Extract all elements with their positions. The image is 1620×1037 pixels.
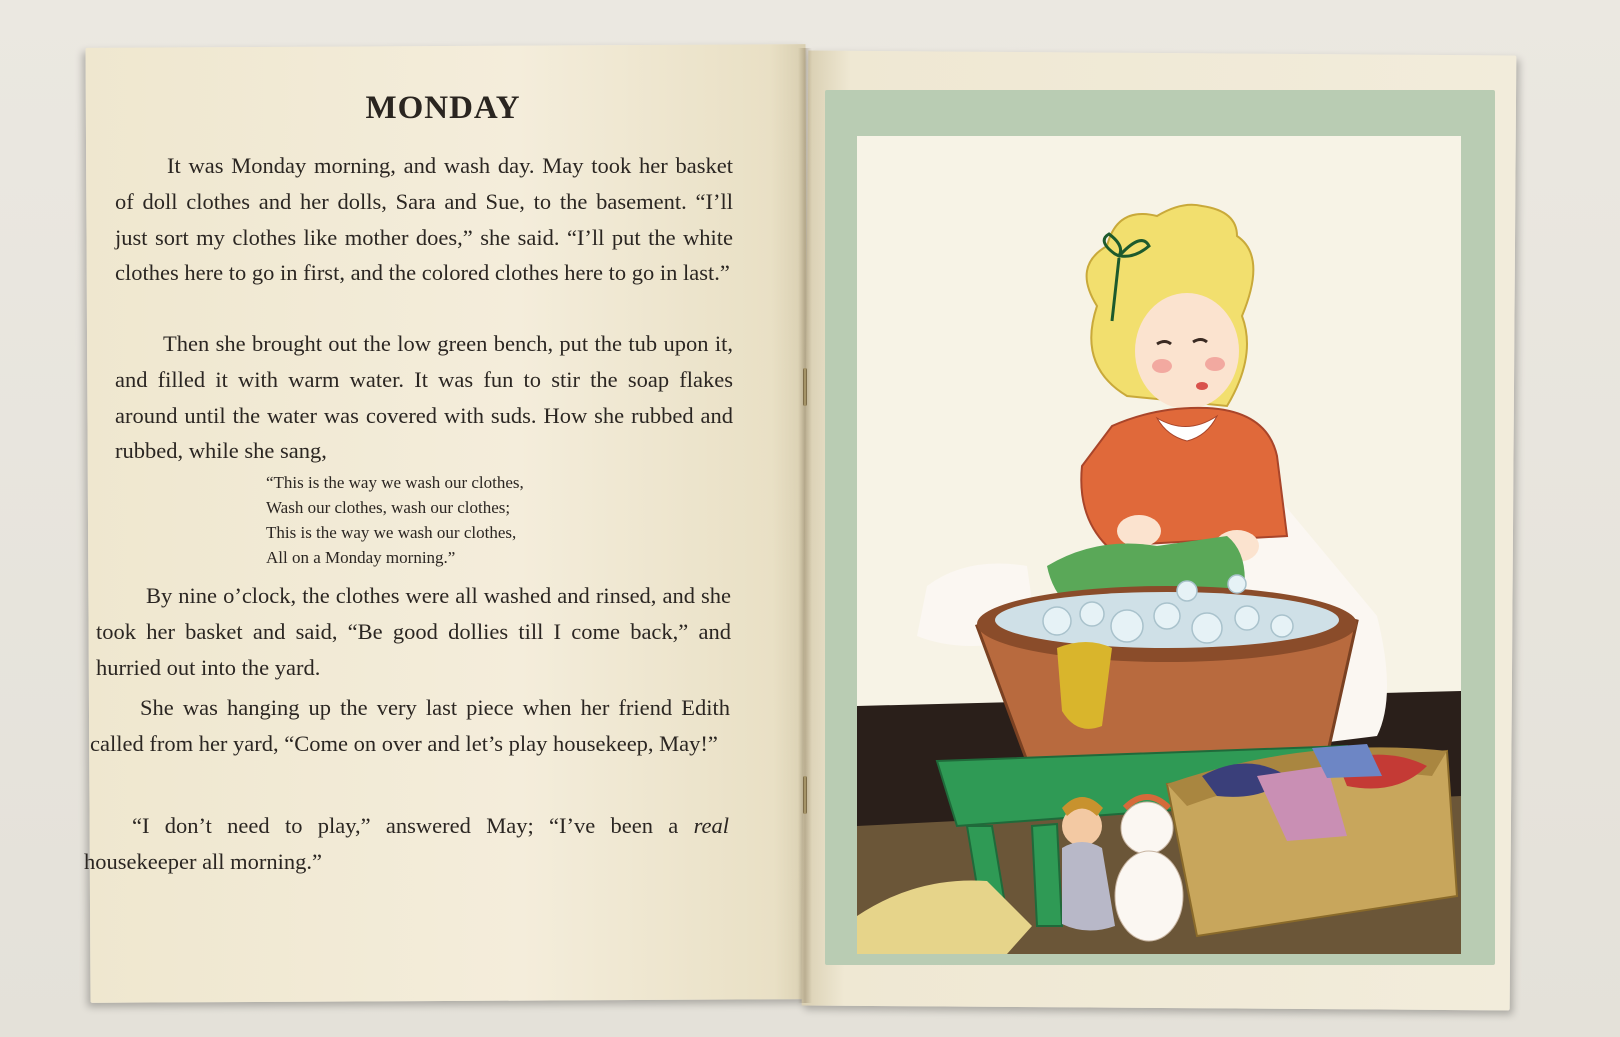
illustration	[857, 136, 1461, 954]
paragraph-text: housekeeper all morning.”	[84, 848, 323, 874]
paragraph	[115, 148, 733, 291]
paragraph	[96, 578, 731, 685]
paragraph-text: Then she brought out the low green bench, put the tub upon it, and filled it with warm water. It was fun to stir the soap flakes around until the water was covered with suds. How she rubbed and rubbed, while she sang,	[115, 331, 733, 464]
paragraph	[90, 690, 730, 762]
song-verse	[266, 470, 524, 570]
paragraph	[115, 326, 733, 469]
paragraph-text: By nine o’clock, the clothes were all washed and rinsed, and she took her basket and said, “Be good dollies till I come back,” and hurried out into the yard.	[96, 583, 731, 680]
verse-line: Wash our clothes, wash our clothes;	[266, 498, 511, 517]
paragraph-text: It was Monday morning, and wash day. May took her basket of doll clothes and her dolls, Sara and Sue, to the basement. “I’ll just sort my clothes like mother does,” she said. “I’ll put the white clothes here to go in first, and the colored clothes here to go in last.”	[115, 153, 733, 286]
paragraph	[84, 808, 729, 880]
verse-line: “This is the way we wash our clothes,	[266, 473, 524, 492]
verse-line: This is the way we wash our clothes,	[266, 523, 517, 542]
paragraph-text: “I don’t need to play,” answered May; “I’ve been a	[132, 813, 694, 838]
illustration-frame	[825, 90, 1495, 965]
verse-line: All on a Monday morning.”	[266, 548, 456, 567]
page-title: MONDAY	[365, 90, 521, 126]
girl-washing-illustration	[857, 136, 1461, 954]
book-gutter	[798, 48, 812, 1003]
staple	[803, 368, 807, 406]
emphasis-word: real	[693, 813, 729, 838]
open-book	[80, 38, 1520, 1008]
staple	[803, 776, 807, 814]
paragraph-text: She was hanging up the very last piece when her friend Edith called from her yard, “Come on over and let’s play housekeep, May!”	[90, 695, 730, 756]
